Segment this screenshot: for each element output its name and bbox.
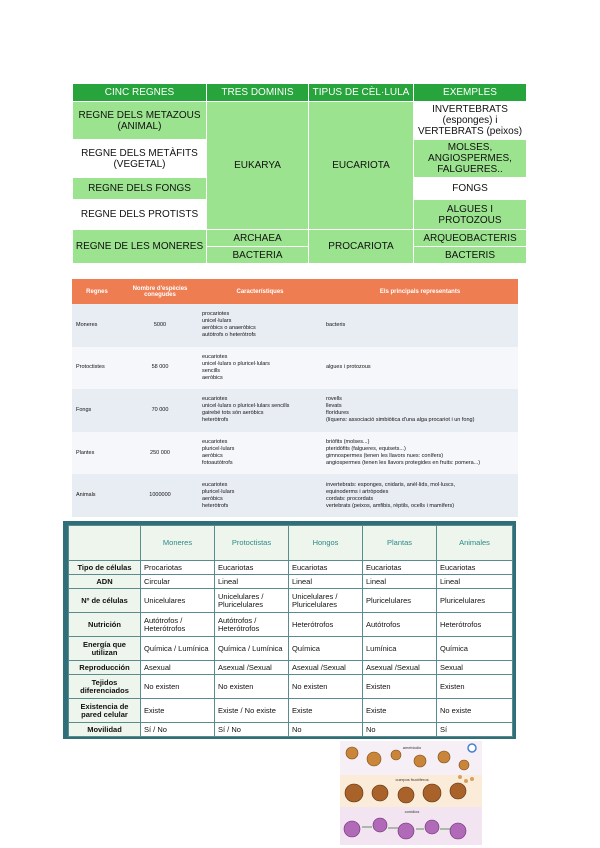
example-protists: ALGUES I PROTOZOUS [414,200,527,230]
caract-cell: eucariotes pluricel·lulars aeròbics heteròtrofs [198,474,322,517]
cell: Química [289,637,363,661]
nombre-cell: 70 000 [122,389,198,432]
cell: Lineal [437,575,513,589]
cell: Asexual /Sexual [289,661,363,675]
label-conidios: conidios [404,809,420,814]
kingdoms-comparison-table [68,525,513,737]
cell: Lumínica [363,637,437,661]
regne-cell: Plantes [72,432,122,475]
cell: Existe / No existe [215,699,289,723]
table-row [72,389,518,432]
table-row [69,561,513,575]
cell: Sí / No [141,723,215,737]
cell: Pluricelulares [437,589,513,613]
cell: No existe [437,699,513,723]
cell: Heterótrofos [289,613,363,637]
row-label: Nutrición [69,613,141,637]
label-cuerpos: cuerpos fructíferos [395,777,429,782]
header-protoctistas: Protoctistas [215,526,289,561]
table-row [72,432,518,475]
table-row [69,589,513,613]
table-row [69,661,513,675]
row-label: Tejidos diferenciados [69,675,141,699]
label-amebiodio: amebiodio [402,745,422,750]
header-moneres: Moneres [141,526,215,561]
cell: Unicelulares / Pluricelulares [215,589,289,613]
table-row [72,474,518,517]
repr-cell: invertebrats: esponges, cnidaris, anèl·lids, mol·luscs, equinoderms i artròpodes cordats: procordats vertebrats (peixos, amfibis, rèptils, ocells i mamífers) [322,474,518,517]
row-label: Existencia de pared celular [69,699,141,723]
kingdom-metafits: REGNE DELS METÀFITS (VEGETAL) [73,140,207,178]
kingdom-fongs: REGNE DELS FONGS [73,178,207,200]
repr-cell: briòfits (molses...) pteridòfits (falgueres, equisets...) gimnospermes (tenen les llavors nues: conífers) angiospermes (tenen les llavors protegides en fruits: pomera...) [322,432,518,475]
table-row [69,699,513,723]
header-representants: Els principals representants [322,279,518,304]
ring-icon [468,744,476,752]
header-tres-dominis: TRES DOMINIS [207,84,309,102]
header-cinc-regnes: CINC REGNES [73,84,207,102]
header-nombre: Nombre d'espècies conegudes [122,279,198,304]
cell: Asexual /Sexual [215,661,289,675]
nombre-cell: 5000 [122,304,198,347]
cell: Eucariotas [363,561,437,575]
cell: Procariotas [141,561,215,575]
cell: Asexual [141,661,215,675]
cell: Pluricelulares [363,589,437,613]
cell: Existen [437,675,513,699]
header-caracteristiques: Característiques [198,279,322,304]
table-row [72,304,518,347]
kingdom-moneres: REGNE DE LES MONERES [73,230,207,264]
table-row [72,347,518,390]
row-label: Tipo de células [69,561,141,575]
cell: Heterótrofos [437,613,513,637]
row-label: Energía que utilizan [69,637,141,661]
cell: Lineal [363,575,437,589]
cell: Sexual [437,661,513,675]
cell: No existen [141,675,215,699]
cell: Existe [363,699,437,723]
cell: Lineal [215,575,289,589]
kingdoms-domains-table [72,83,527,264]
header-regnes: Regnes [72,279,122,304]
cell: Unicelulares / Pluricelulares [289,589,363,613]
nombre-cell: 1000000 [122,474,198,517]
illustration-svg [340,741,482,845]
cell: No [289,723,363,737]
cell: Circular [141,575,215,589]
nombre-cell: 58 000 [122,347,198,390]
cell: No existen [289,675,363,699]
regne-cell: Protoctistes [72,347,122,390]
cell: Sí [437,723,513,737]
header-hongos: Hongos [289,526,363,561]
regne-cell: Fongs [72,389,122,432]
header-animales: Animales [437,526,513,561]
header-tipus-cellula: TIPUS DE CÈL·LULA [309,84,414,102]
domain-archaea: ARCHAEA [207,230,309,247]
cell: No [363,723,437,737]
cell: Unicelulares [141,589,215,613]
example-fongs: FONGS [414,178,527,200]
regne-cell: Moneres [72,304,122,347]
kingdom-protists: REGNE DELS PROTISTS [73,200,207,230]
domain-eukarya: EUKARYA [207,102,309,230]
cell: No existen [215,675,289,699]
cell: Eucariotas [437,561,513,575]
cell: Química [437,637,513,661]
cell-eucariota: EUCARIOTA [309,102,414,230]
caract-cell: eucariotes unicel·lulars o pluricel·lulars sencills gairebé tots són aeròbics heteròtrofs [198,389,322,432]
kingdom-metazous: REGNE DELS METAZOUS (ANIMAL) [73,102,207,140]
example-metazous: INVERTEBRATS (esponges) i VERTEBRATS (peixos) [414,102,527,140]
repr-cell: algues i protozous [322,347,518,390]
cell: Autótrofos / Heterótrofos [141,613,215,637]
cell: Existen [363,675,437,699]
table-row [69,675,513,699]
cell: Lineal [289,575,363,589]
slime-mold-illustration [340,741,482,845]
cell-procariota: PROCARIOTA [309,230,414,264]
table-row [69,613,513,637]
example-arqueobacteris: ARQUEOBACTERIS [414,230,527,247]
header-empty [69,526,141,561]
cell: Sí / No [215,723,289,737]
cell: Química / Lumínica [215,637,289,661]
row-label: Reproducción [69,661,141,675]
nombre-cell: 250 000 [122,432,198,475]
cell: Autótrofos / Heterótrofos [215,613,289,637]
domain-bacteria: BACTERIA [207,247,309,264]
cell: Asexual /Sexual [363,661,437,675]
example-metafits: MOLSES, ANGIOSPERMES, FALGUERES.. [414,140,527,178]
example-bacteris: BACTERIS [414,247,527,264]
row-label: Nº de células [69,589,141,613]
repr-cell: bacteris [322,304,518,347]
caract-cell: eucariotes unicel·lulars o pluricel·lulars sencills aeròbics [198,347,322,390]
cell: Existe [289,699,363,723]
table-row [69,723,513,737]
cell: Eucariotas [215,561,289,575]
cell: Existe [141,699,215,723]
cell: Autótrofos [363,613,437,637]
repr-cell: rovells llevats florídures (líquens: associació simbiòtica d'una alga procariot i un fong) [322,389,518,432]
header-exemples: EXEMPLES [414,84,527,102]
header-plantas: Plantas [363,526,437,561]
table-row [69,575,513,589]
row-label: Movilidad [69,723,141,737]
caract-cell: procariotes unicel·lulars aeròbics o anaeròbics autòtrofs o heteròtrofs [198,304,322,347]
row-label: ADN [69,575,141,589]
table-row [69,637,513,661]
regne-cell: Animals [72,474,122,517]
cell: Química / Lumínica [141,637,215,661]
caract-cell: eucariotes pluricel·lulars aeròbics fotoautòtrofs [198,432,322,475]
kingdoms-characteristics-table [72,279,518,517]
cell: Eucariotas [289,561,363,575]
